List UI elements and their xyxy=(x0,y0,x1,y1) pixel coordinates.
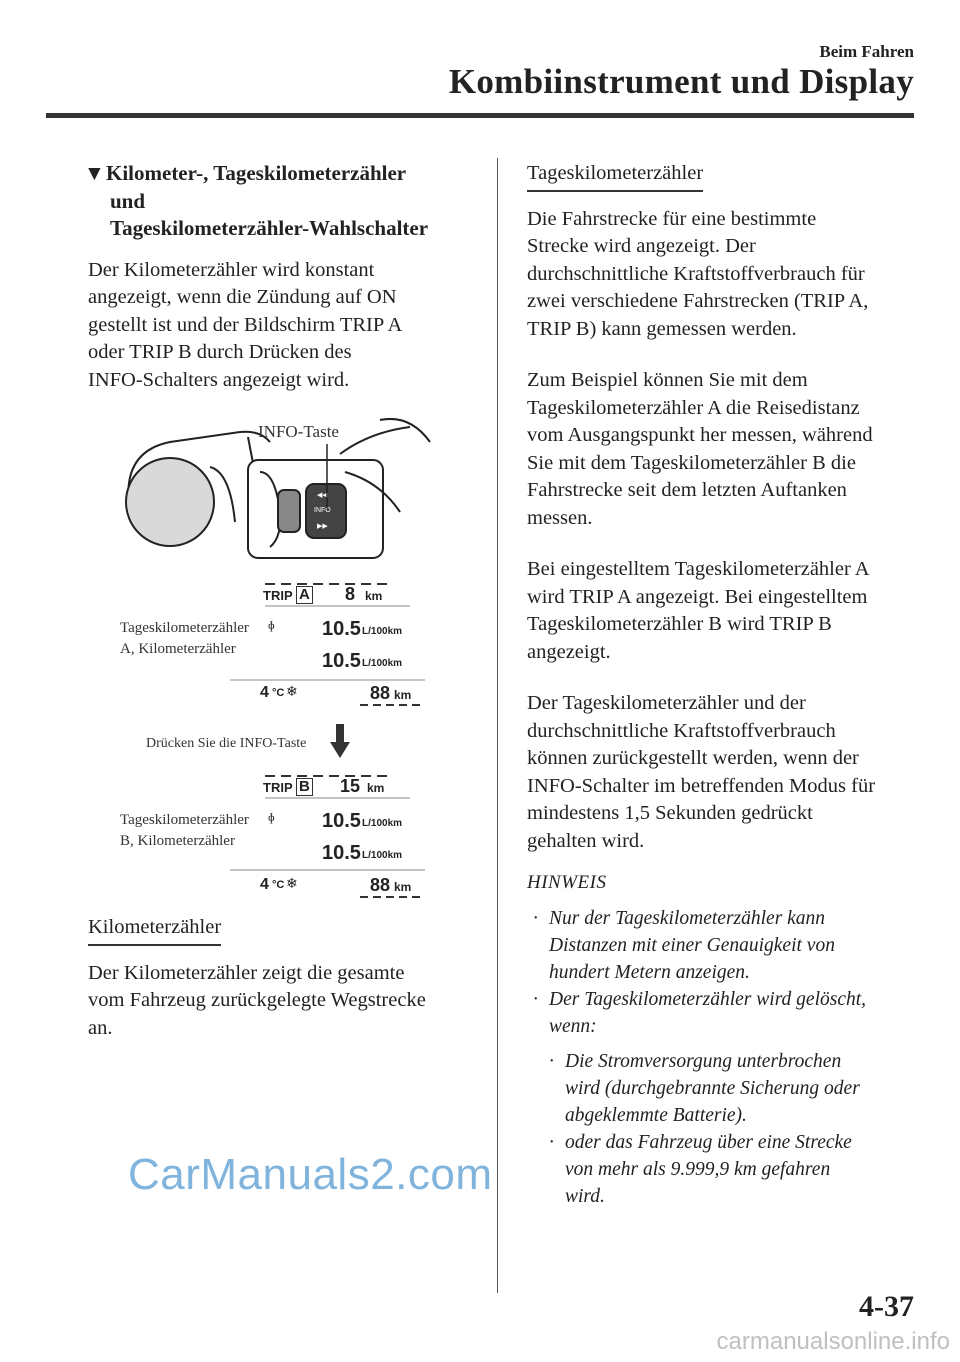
text-line: von mehr als 9.999,9 km gefahren xyxy=(565,1158,831,1180)
info-key-label: INFO-Taste xyxy=(258,422,339,441)
text-line: Strecke wird angezeigt. Der xyxy=(527,235,756,257)
text-line: Zum Beispiel können Sie mit dem xyxy=(527,369,808,391)
label-line: B, Kilometerzähler xyxy=(120,833,235,849)
text-line: zwei verschiedene Fahrstrecken (TRIP A, xyxy=(527,290,869,312)
consumption-value-2: 10.5 xyxy=(322,842,361,864)
label-line: Tageskilometerzähler xyxy=(120,812,249,828)
trip-letter: A xyxy=(296,586,313,604)
text-line: oder TRIP B durch Drücken des xyxy=(88,341,352,363)
snowflake-icon: ❄ xyxy=(286,685,298,700)
trip-unit: km xyxy=(367,781,385,795)
fuel-consumption-icon: ɸ xyxy=(268,618,275,632)
info-button-label: INFO xyxy=(314,507,331,514)
note-list xyxy=(527,905,917,1210)
label-line: A, Kilometerzähler xyxy=(120,641,236,657)
consumption-unit-1: L/100km xyxy=(362,818,403,829)
down-arrow-icon xyxy=(330,724,350,760)
odometer-heading: Kilometerzähler xyxy=(88,914,221,946)
text-line: durchschnittliche Kraftstoffverbrauch für xyxy=(527,262,865,285)
text-line: Die Fahrstrecke für eine bestimmte xyxy=(527,207,817,230)
header-rule xyxy=(46,113,914,118)
snowflake-icon: ❄ xyxy=(286,877,298,892)
heading-line: Tageskilometerzähler-Wahlschalter xyxy=(110,216,429,240)
trip-distance: 15 xyxy=(340,776,361,796)
text-line: Fahrstrecke seit dem letzten Auftanken xyxy=(527,479,847,501)
note-title: HINWEIS xyxy=(527,872,607,893)
text-line: INFO-Schalter im betreffenden Modus für xyxy=(527,774,876,797)
text-line: Distanzen mit einer Genauigkeit von xyxy=(549,934,835,956)
outside-temp: 4 xyxy=(260,684,269,701)
fuel-consumption-icon: ɸ xyxy=(268,810,275,824)
text-line: wird. xyxy=(565,1185,605,1207)
consumption-value-1: 10.5 xyxy=(322,618,361,640)
odometer-section xyxy=(88,914,478,1042)
right-column xyxy=(527,160,917,1210)
text-line: mindestens 1,5 Sekunden gedrückt xyxy=(527,802,813,824)
paragraph-4 xyxy=(527,690,917,855)
text-line: Tageskilometerzähler A die Reisedistanz xyxy=(527,396,860,419)
paragraph-2 xyxy=(527,367,917,532)
bullet-icon: · xyxy=(549,1131,554,1153)
odometer-unit: km xyxy=(394,880,412,894)
odometer-value: 88 xyxy=(370,683,391,703)
temp-unit: °C xyxy=(272,879,285,891)
section-label: Beim Fahren xyxy=(819,42,914,61)
text-line: abgeklemmte Batterie). xyxy=(565,1104,747,1126)
consumption-unit-1: L/100km xyxy=(362,626,403,637)
text-line: an. xyxy=(88,1016,113,1039)
note-item xyxy=(527,905,917,986)
triangle-marker-icon: ▼ xyxy=(84,161,105,185)
text-line: Bei eingestelltem Tageskilometerzähler A xyxy=(527,558,870,580)
text-line: können zurückgestellt werden, wenn der xyxy=(527,747,859,769)
trip-letter: B xyxy=(296,778,313,796)
press-info-label: Drücken Sie die INFO-Taste xyxy=(146,736,307,751)
label-trip-a xyxy=(120,618,249,660)
column-divider xyxy=(497,158,498,1293)
text-line: wird TRIP A angezeigt. Bei eingestelltem xyxy=(527,585,868,608)
trip-meter-heading: Tageskilometerzähler xyxy=(527,160,703,192)
odometer-unit: km xyxy=(394,688,412,702)
text-line: durchschnittliche Kraftstoffverbrauch xyxy=(527,719,836,742)
text-line: angezeigt. xyxy=(527,640,611,663)
odometer-value: 88 xyxy=(370,875,391,895)
text-line: wenn: xyxy=(549,1015,597,1037)
text-line: gestellt ist und der Bildschirm TRIP A xyxy=(88,313,403,336)
bullet-icon: · xyxy=(549,1050,554,1072)
heading-line: ▼Kilometer-, Tageskilometerzähler xyxy=(88,160,478,188)
chapter-title: Kombiinstrument und Display xyxy=(448,62,914,101)
text-line: INFO-Schalters angezeigt wird. xyxy=(88,368,350,391)
site-watermark[interactable]: carmanualsonline.info xyxy=(716,1328,950,1355)
text-line: Der Tageskilometerzähler und der xyxy=(527,692,806,714)
text-line: gehalten wird. xyxy=(527,829,645,852)
text-line: TRIP B) kann gemessen werden. xyxy=(527,317,797,340)
text-line: vom Ausgangspunkt her messen, während xyxy=(527,424,873,446)
odometer-paragraph xyxy=(88,960,478,1043)
label-line: Tageskilometerzähler xyxy=(120,620,249,636)
text-line: Der Tageskilometerzähler wird gelöscht, xyxy=(549,988,867,1010)
page-number: 4-37 xyxy=(859,1290,914,1323)
svg-text:◀◀: ◀◀ xyxy=(317,492,328,499)
text-line: vom Fahrzeug zurückgelegte Wegstrecke xyxy=(88,989,426,1011)
temp-unit: °C xyxy=(272,687,285,699)
trip-label: TRIP xyxy=(263,588,293,603)
heading-line: und xyxy=(110,188,146,213)
paragraph-1 xyxy=(527,206,917,344)
text-line: hundert Metern anzeigen. xyxy=(549,961,750,983)
text-line: Die Stromversorgung unterbrochen xyxy=(565,1050,842,1072)
trip-label: TRIP xyxy=(263,780,293,795)
text-line: Der Kilometerzähler wird konstant xyxy=(88,258,375,281)
display-panel-a xyxy=(230,578,430,708)
consumption-value-2: 10.5 xyxy=(322,650,361,672)
section-heading xyxy=(84,160,478,243)
watermark-logo[interactable]: CarManuals2.com xyxy=(128,1150,493,1199)
trip-distance: 8 xyxy=(345,584,356,604)
bullet-icon: · xyxy=(533,907,538,929)
text-line: angezeigt, wenn die Zündung auf ON xyxy=(88,286,397,308)
intro-paragraph xyxy=(88,257,478,395)
svg-text:▶▶: ▶▶ xyxy=(317,523,328,530)
paragraph-3 xyxy=(527,556,917,666)
sub-note-item xyxy=(543,1048,917,1129)
consumption-unit-2: L/100km xyxy=(362,658,403,669)
text-line: Nur der Tageskilometerzähler kann xyxy=(549,907,826,929)
trip-unit: km xyxy=(365,589,383,603)
text-line: messen. xyxy=(527,506,593,529)
text-line: Sie mit dem Tageskilometerzähler B die xyxy=(527,451,856,474)
label-trip-b xyxy=(120,810,249,852)
bullet-icon: · xyxy=(533,988,538,1010)
sub-note-item xyxy=(543,1129,917,1210)
display-panel-b xyxy=(230,770,430,900)
consumption-value-1: 10.5 xyxy=(322,810,361,832)
left-column xyxy=(84,160,478,394)
text-line: Tageskilometerzähler B wird TRIP B xyxy=(527,613,832,635)
outside-temp: 4 xyxy=(260,876,269,893)
text-line: Der Kilometerzähler zeigt die gesamte xyxy=(88,961,405,984)
note-item xyxy=(527,986,917,1040)
text-line: wird (durchgebrannte Sicherung oder xyxy=(565,1077,860,1099)
text-line: oder das Fahrzeug über eine Strecke xyxy=(565,1131,852,1153)
consumption-unit-2: L/100km xyxy=(362,850,403,861)
